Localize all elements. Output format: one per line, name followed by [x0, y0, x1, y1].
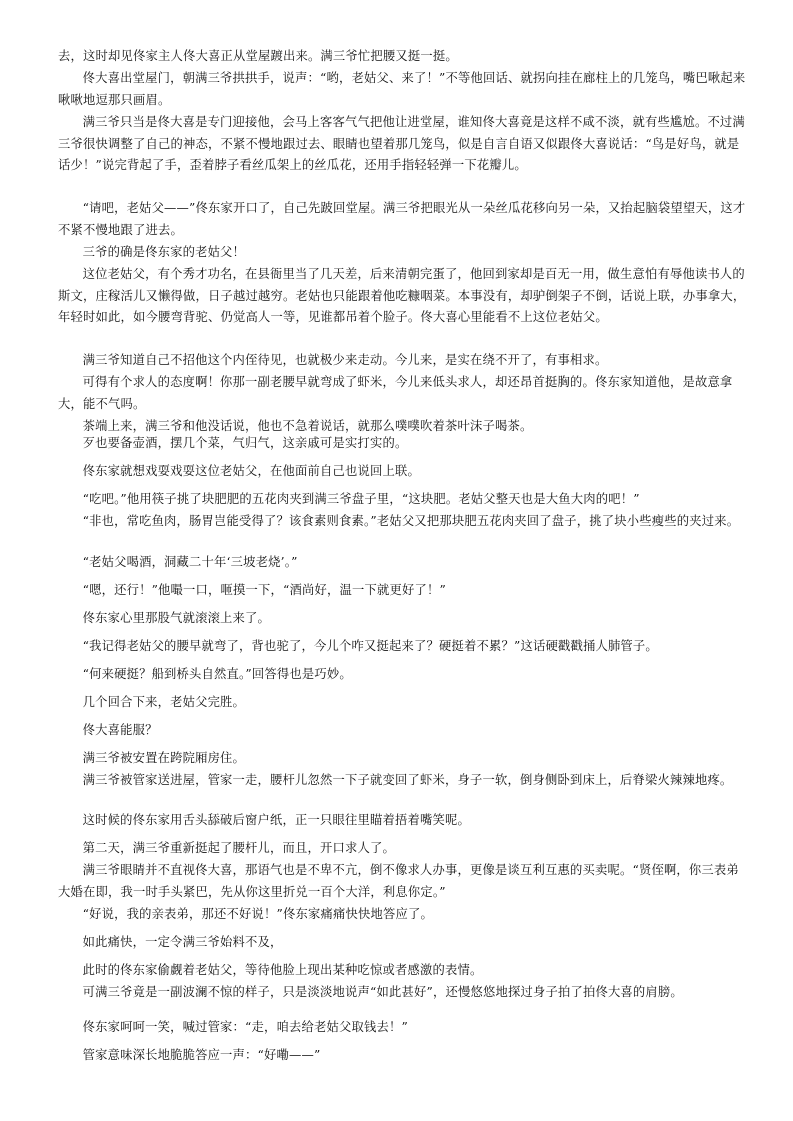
paragraph: “嗯，还行！”他嘬一口，咂摸一下，“酒尚好，温一下就更好了！” — [82, 583, 446, 597]
paragraph: “何来硬挺？船到桥头自然直。”回答得也是巧妙。 — [82, 667, 352, 681]
paragraph: 歹也要备壶酒，摆几个菜，气归气，这亲戚可是实打实的。 — [82, 436, 408, 450]
paragraph: “我记得老姑父的腰早就弯了，背也驼了，今儿个咋又挺起来了？硬挺着不累？”这话硬戳戳捅人肺管子。 — [82, 639, 658, 653]
paragraph: 佟东家就想戏耍戏耍这位老姑父，在他面前自己也说回上联。 — [82, 464, 421, 478]
paragraph: 此时的佟东家偷觑着老姑父，等待他脸上现出某种吃惊或者感激的表情。 — [82, 963, 483, 977]
paragraph: 满三爷眼睛并不直视佟大喜，那语气也是不卑不亢，倒不像求人办事，更像是谈互利互惠的买卖呢。“贤侄啊，你三表弟大婚在即，我一时手头紧巴，先从你这里折兑一百个大洋，利息你定。” — [58, 863, 739, 899]
paragraph: 去，这时却见佟家主人佟大喜正从堂屋踱出来。满三爷忙把腰又挺一挺。 — [58, 49, 458, 63]
paragraph: 佟东家心里那股气就滚滚上来了。 — [82, 611, 271, 625]
paragraph: 几个回合下来，老姑父完胜。 — [82, 695, 246, 709]
paragraph: 满三爷知道自己不招他这个内侄待见，也就极少来走动。今儿来，是实在绕不开了，有事相求。 — [82, 353, 608, 367]
paragraph: “好说，我的亲表弟，那还不好说！”佟东家痛痛快快地答应了。 — [82, 907, 433, 921]
paragraph: 这位老姑父，有个秀才功名，在县衙里当了几天差，后来清朝完蛋了，他回到家却是百无一用，做生意怕有辱他读书人的斯文，庄稼活儿又懒得做，日子越过越穷。老姑也只能跟着他吃糠咽菜。本事没有，却驴倒架子不倒，话说上联，办事拿大，年轻时如此，如今腰弯背驼、仍觉高人一等，见谁都吊着个脸子。佟大喜心里能看不上这位老姑父。 — [58, 267, 746, 324]
paragraph: 管家意味深长地脆脆答应一声：“好嘞——” — [82, 1048, 321, 1062]
paragraph: 满三爷只当是佟大喜是专门迎接他，会马上客客气气把他让进堂屋，谁知佟大喜竟是这样不咸不淡，就有些尴尬。不过满三爷很快调整了自己的神态，不紧不慢地跟过去、眼睛也望着那几笼鸟，似是自言自语又似跟佟大喜说话：“鸟是好鸟，就是话少！”说完背起了手，歪着脖子看丝瓜架上的丝瓜花，还用手指轻轻弹一下花瓣儿。 — [58, 115, 745, 172]
paragraph: 可得有个求人的态度啊！你那一副老腰早就弯成了虾米，今儿来低头求人，却还昂首挺胸的。佟东家知道他，是故意拿大，能不气吗。 — [58, 375, 733, 411]
paragraph: 第二天，满三爷重新挺起了腰杆儿，而且，开口求人了。 — [82, 841, 396, 855]
paragraph: 满三爷被管家送进屋，管家一走，腰杆儿忽然一下子就变回了虾米，身子一软，倒身侧卧到床上，后脊梁火辣辣地疼。 — [82, 773, 733, 787]
paragraph: “非也，常吃鱼肉，肠胃岂能受得了？该食素则食素。”老姑父又把那块肥五花肉夹回了盘子，挑了块小些瘦些的夹过来。 — [82, 514, 740, 528]
paragraph: “请吧，老姑父——”佟东家开口了，自己先跛回堂屋。满三爷把眼光从一朵丝瓜花移向另一朵，又抬起脑袋望望天，这才不紧不慢地跟了进去。 — [58, 201, 746, 237]
paragraph: 如此痛快，一定令满三爷始料不及， — [82, 935, 283, 949]
paragraph: 这时候的佟东家用舌头舔破后窗户纸，正一只眼往里瞄着捂着嘴笑呢。 — [82, 813, 470, 827]
paragraph: 佟大喜出堂屋门，朝满三爷拱拱手，说声：“哟，老姑父、来了！”不等他回话、就拐向挂在廊柱上的几笼鸟，嘴巴啾起来啾啾地逗那只画眉。 — [58, 71, 746, 107]
paragraph: 佟大喜能服？ — [82, 723, 158, 737]
paragraph: 三爷的确是佟东家的老姑父！ — [82, 245, 246, 259]
paragraph: 佟东家呵呵一笑，喊过管家：“走，咱去给老姑父取钱去！” — [82, 1020, 408, 1034]
paragraph: 茶端上来，满三爷和他没话说，他也不急着说话，就那么噗噗吹着茶叶沫子喝茶。 — [82, 419, 533, 433]
paragraph: 可满三爷竟是一副波澜不惊的样子，只是淡淡地说声“如此甚好”，还慢悠悠地探过身子拍了拍佟大喜的肩膀。 — [82, 985, 683, 999]
paragraph: “吃吧。”他用筷子挑了块肥肥的五花肉夹到满三爷盘子里，“这块肥。老姑父整天也是大鱼大肉的吧！” — [82, 492, 640, 506]
paragraph: 满三爷被安置在跨院厢房住。 — [82, 751, 246, 765]
paragraph: “老姑父喝酒，洞藏二十年‘三坡老烧’。” — [82, 555, 298, 569]
